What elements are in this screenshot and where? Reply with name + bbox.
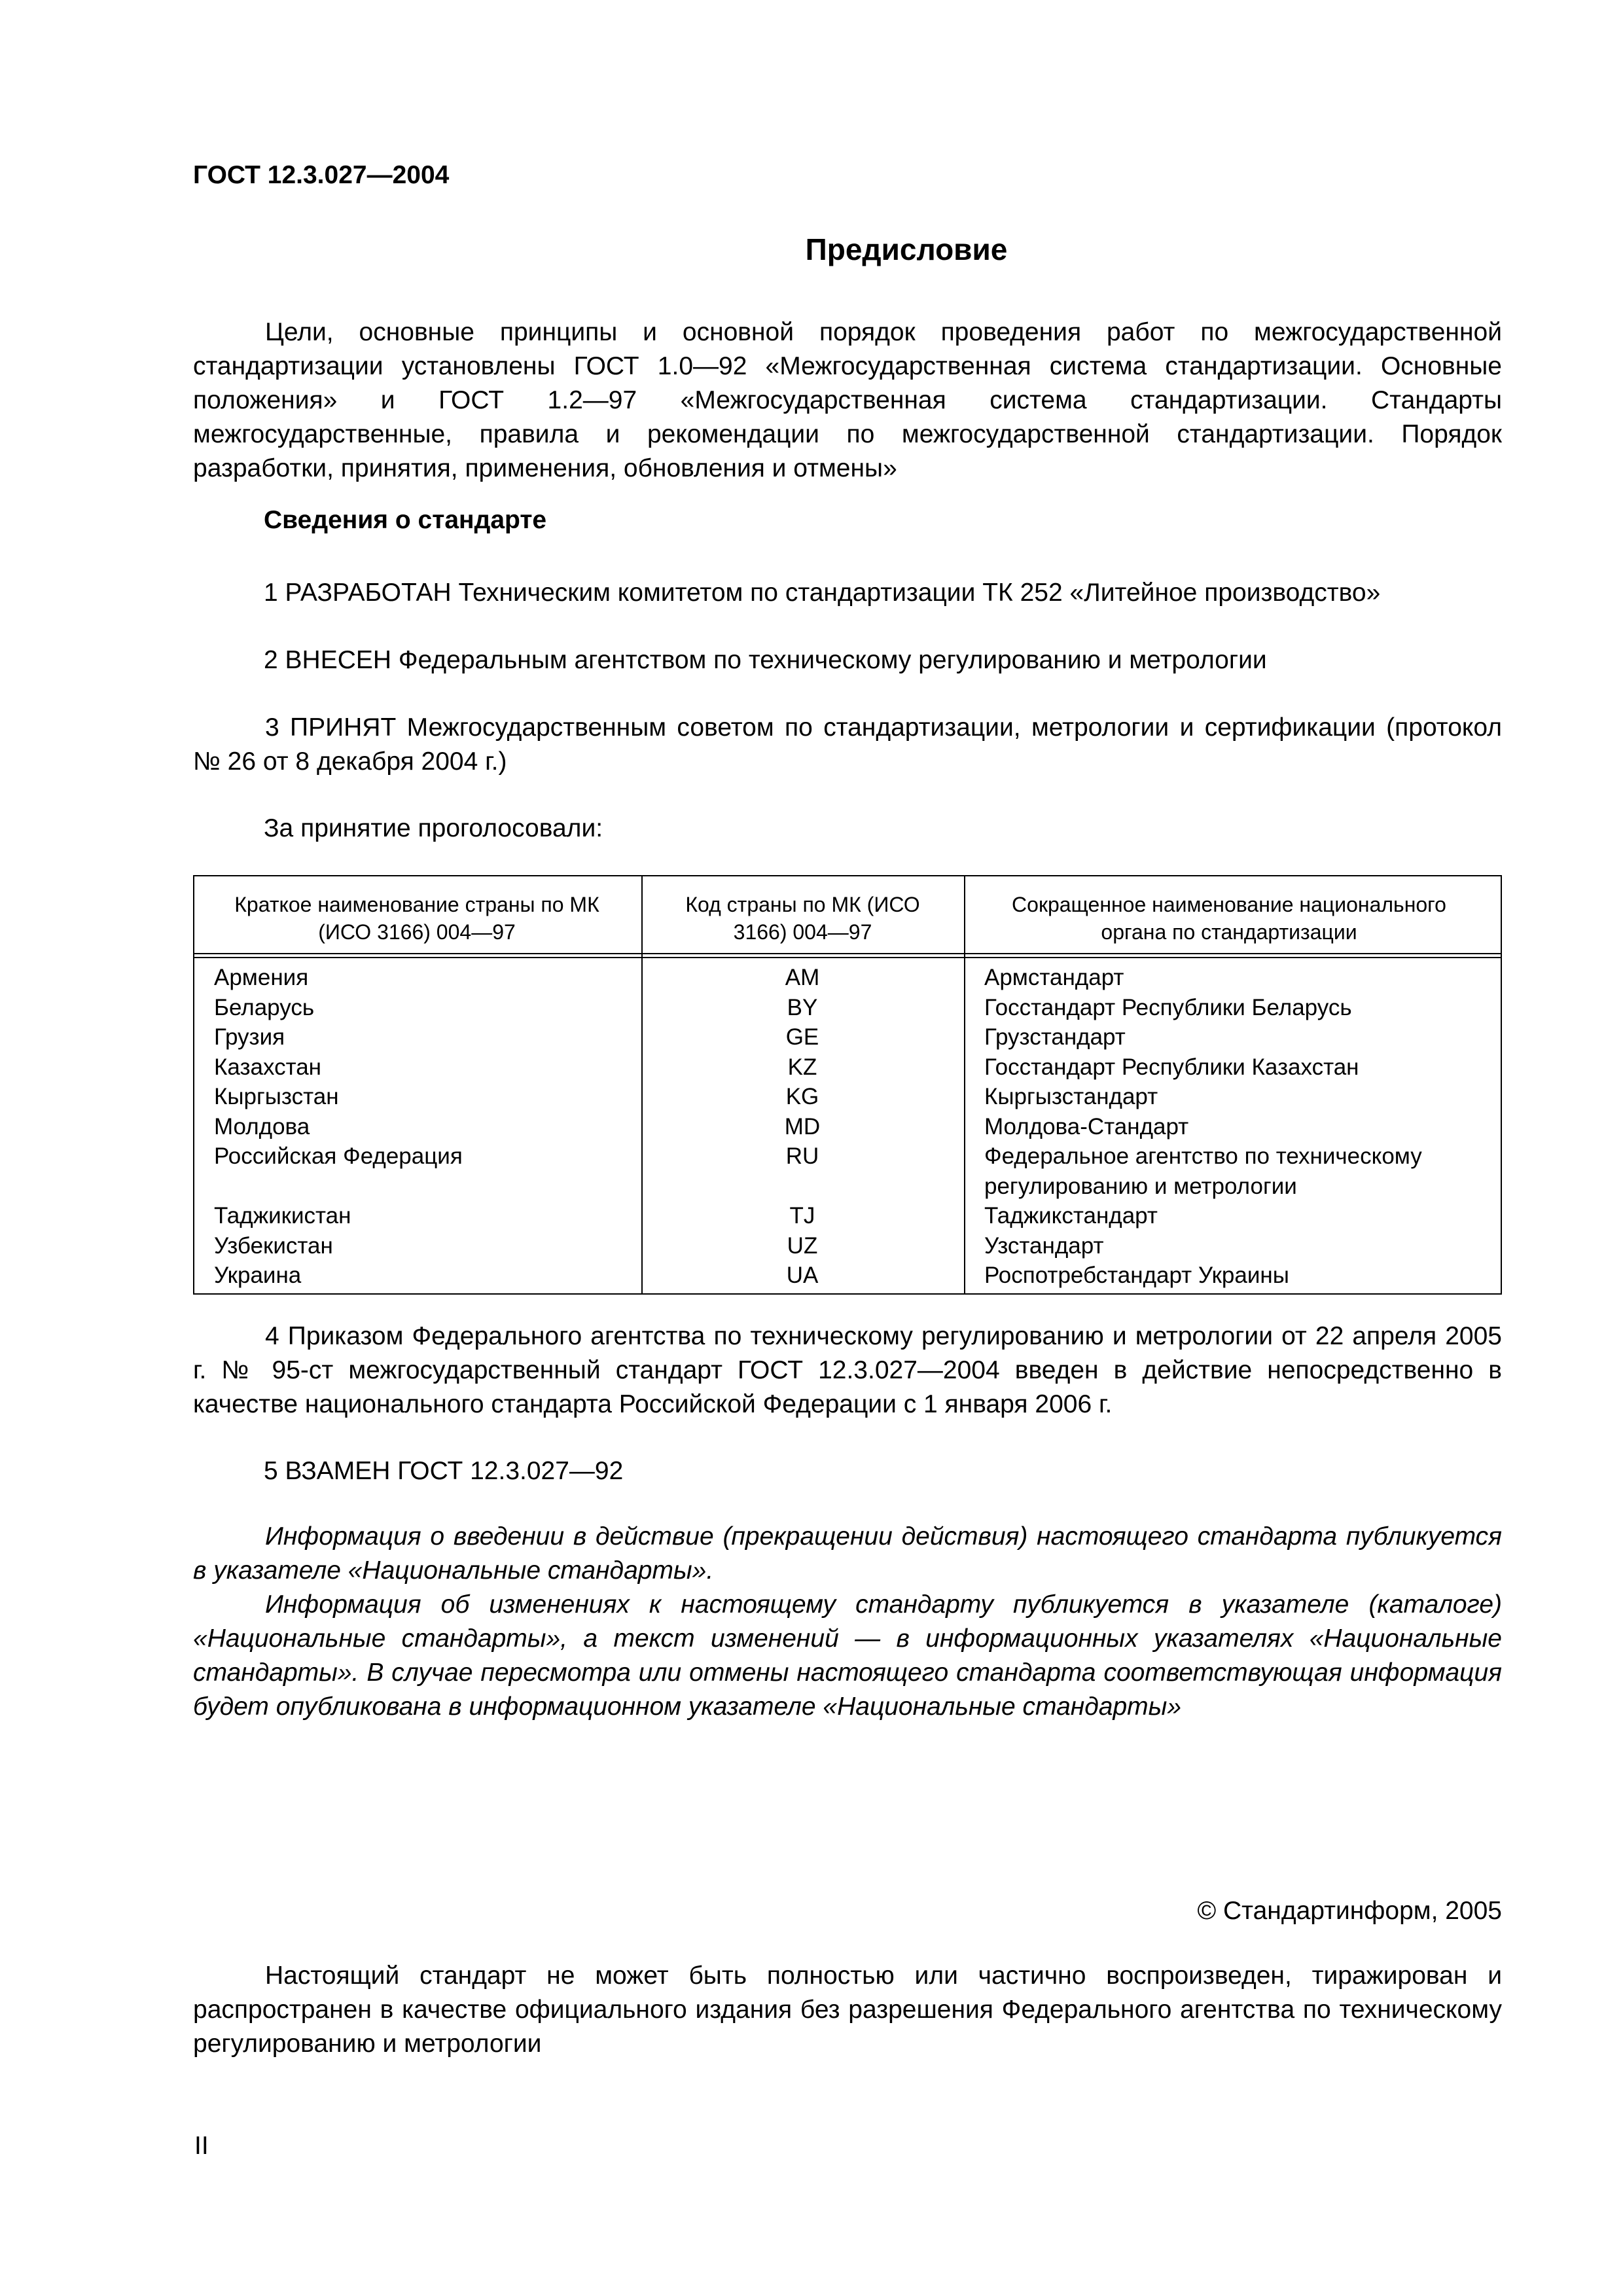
country-name: Казахстан	[214, 1054, 322, 1080]
table-row	[194, 1261, 1501, 1291]
table-header-rule	[194, 953, 1501, 954]
country-code: AM	[785, 965, 820, 990]
country-name: Молдова	[214, 1113, 310, 1139]
page-number: II	[194, 2132, 209, 2160]
country-name: Украина	[214, 1263, 302, 1288]
country-name: Российская Федерация	[214, 1143, 463, 1169]
reproduction-notice: Настоящий стандарт не может быть полностью или частично воспроизведен, тиражирован и распространен в качестве официального издания без разрешения Федерального агентства по техническому регулированию и метрологии	[193, 1962, 1502, 2058]
standards-body: Армстандарт	[984, 965, 1124, 990]
table-row	[194, 993, 1501, 1023]
standards-body: Роспотребстандарт Украины	[984, 1263, 1289, 1288]
country-name: Кыргызстан	[214, 1084, 339, 1109]
page-title: Предисловие	[805, 232, 1008, 266]
standards-body: Кыргызстандарт	[984, 1084, 1158, 1109]
table-row	[194, 963, 1501, 993]
table-header-country: Краткое наименование страны по МК (ИСО 3166) 004—97	[234, 893, 599, 944]
table-header-rule	[194, 957, 1501, 958]
table-row	[194, 1082, 1501, 1112]
country-name: Беларусь	[214, 994, 315, 1020]
country-code: UA	[786, 1263, 819, 1288]
voting-countries-table	[193, 875, 1502, 1295]
standards-body: Федеральное агентство по техническому регулированию и метрологии	[984, 1143, 1422, 1199]
voted-label: За принятие проголосовали:	[264, 814, 603, 842]
document-id: ГОСТ 12.3.027—2004	[193, 161, 450, 189]
standards-body: Грузстандарт	[984, 1024, 1126, 1050]
country-code: KG	[785, 1084, 819, 1109]
info-item-replaces: 5 ВЗАМЕН ГОСТ 12.3.027—92	[264, 1457, 624, 1485]
country-code: UZ	[787, 1232, 818, 1259]
country-name: Узбекистан	[214, 1232, 333, 1259]
table-header-code: Код страны по МК (ИСО 3166) 004—97	[685, 893, 920, 944]
table-header-organization: Сокращенное наименование национального органа по стандартизации	[1012, 893, 1446, 944]
note-amendments-info: Информация об изменениях к настоящему стандарту публикуется в указателе (каталоге) «Национальные стандарты», а текст изменений — в информационных указателях «Национальные стандарты». В случае пересмотра или отмены настоящего стандарта соответствующая информация будет опубликована в информационном указателе «Национальные стандарты»	[193, 1590, 1502, 1721]
table-row	[194, 1022, 1501, 1052]
country-code: BY	[787, 994, 818, 1020]
country-code: TJ	[789, 1203, 815, 1229]
info-item-enacted: 4 Приказом Федерального агентства по техническому регулированию и метрологии от 22 апреля 2005 г. № 95-ст межгосударственный стандарт ГОСТ 12.3.027—2004 введен в действие непосредственно в качестве национального стандарта Российской Федерации с 1 января 2006 г.	[193, 1322, 1502, 1418]
country-name: Таджикистан	[214, 1203, 351, 1229]
standards-body: Госстандарт Республики Казахстан	[984, 1054, 1359, 1080]
table-row	[194, 1112, 1501, 1142]
copyright-notice: © Стандартинформ, 2005	[1197, 1897, 1502, 1925]
table-row	[194, 1141, 1501, 1201]
country-code: KZ	[787, 1054, 817, 1080]
country-code: GE	[785, 1024, 819, 1050]
standards-body: Госстандарт Республики Беларусь	[984, 994, 1352, 1020]
standards-body: Узстандарт	[984, 1232, 1104, 1259]
table-row	[194, 1052, 1501, 1083]
info-item-submitted: 2 ВНЕСЕН Федеральным агентством по техническому регулированию и метрологии	[264, 646, 1267, 674]
info-item-developed: 1 РАЗРАБОТАН Техническим комитетом по стандартизации ТК 252 «Литейное производство»	[264, 579, 1381, 607]
country-code: RU	[785, 1143, 819, 1169]
standards-body: Молдова-Стандарт	[984, 1113, 1189, 1139]
note-publication-info: Информация о введении в действие (прекращении действия) настоящего стандарта публикуется в указателе «Национальные стандарты».	[193, 1522, 1502, 1585]
country-name: Армения	[214, 965, 309, 990]
standards-body: Таджикстандарт	[984, 1203, 1158, 1229]
country-name: Грузия	[214, 1024, 285, 1050]
intro-paragraph: Цели, основные принципы и основной порядок проведения работ по межгосударственной стандартизации установлены ГОСТ 1.0—92 «Межгосударственная система стандартизации. Основные положения» и ГОСТ 1.2—97 «Межгосударственная система стандартизации. Стандарты межгосударственные, правила и рекомендации по межгосударственной стандартизации. Порядок разработки, принятия, применения, обновления и отмены»	[193, 318, 1502, 482]
country-code: MD	[784, 1113, 821, 1139]
info-item-adopted: 3 ПРИНЯТ Межгосударственным советом по стандартизации, метрологии и сертификации (протокол № 26 от 8 декабря 2004 г.)	[193, 713, 1502, 776]
section-heading-standard-info: Сведения о стандарте	[264, 506, 547, 534]
table-row	[194, 1231, 1501, 1261]
table-body	[194, 963, 1501, 1291]
table-row	[194, 1201, 1501, 1231]
